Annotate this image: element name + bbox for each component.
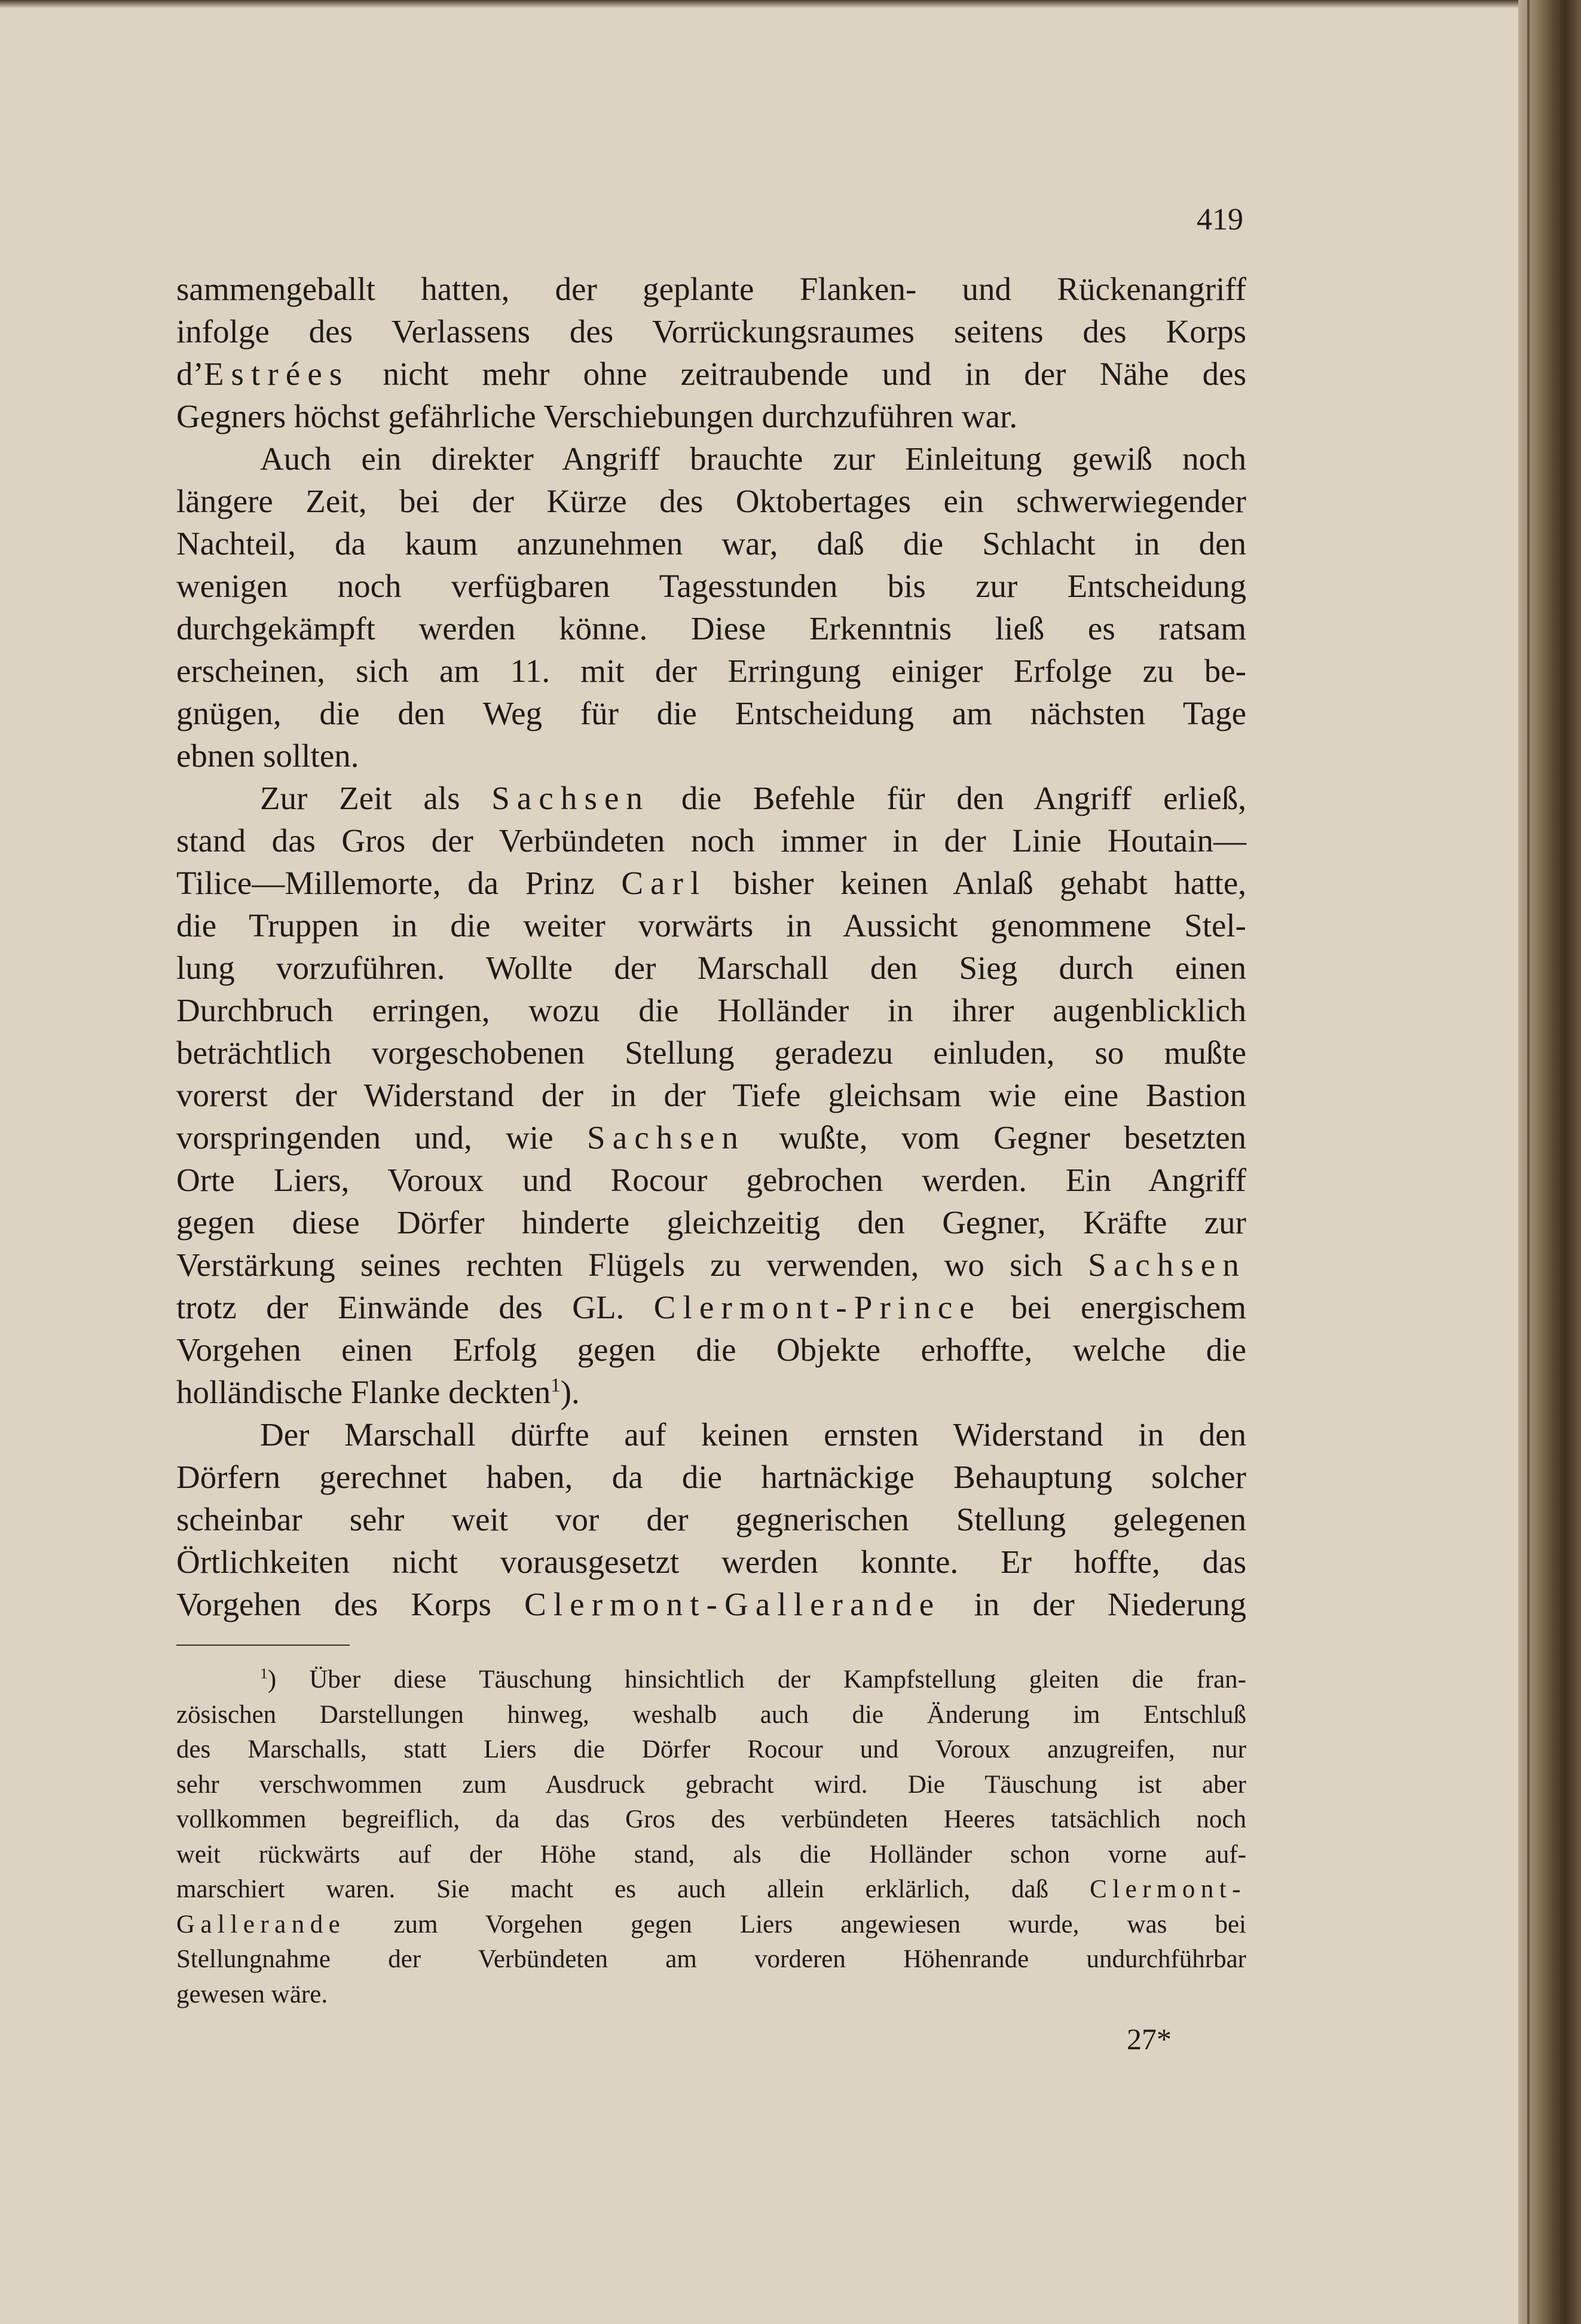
footnote-line: marschiert waren. Sie macht es auch allein erklärlich, daß Clermont- <box>176 1875 1246 1903</box>
body-line: infolge des Verlassens des Vorrückungsraumes seitens des Korps <box>176 313 1246 350</box>
body-line: wenigen noch verfügbaren Tagesstunden bis zur Entscheidung <box>176 568 1246 604</box>
spaced-name: Gallerande <box>176 1910 346 1939</box>
body-line: stand das Gros der Verbündeten noch immer in der Linie Houtain— <box>176 822 1246 859</box>
footnote-line: $^1$) Über diese Täuschung hinsichtlich der Kampfstellung gleiten die fran- <box>260 1664 1246 1694</box>
spaced-name: Sachsen <box>491 780 650 816</box>
body-line: d’Estrées nicht mehr ohne zeitraubende und in der Nähe des <box>176 356 1246 392</box>
main-text <box>176 268 1246 1625</box>
body-line: Auch ein direkter Angriff brauchte zur Einleitung gewiß noch <box>260 440 1246 477</box>
body-line: Nachteil, da kaum anzunehmen war, daß die Schlacht in den <box>176 525 1246 562</box>
spaced-name: Estrées <box>203 356 350 392</box>
body-line: Dörfern gerechnet haben, da die hartnäckige Behauptung solcher <box>176 1459 1246 1495</box>
footnote-line: sehr verschwommen zum Ausdruck gebracht wird. Die Täuschung ist aber <box>176 1770 1246 1799</box>
body-line: Gegners höchst gefährliche Verschiebungen durchzuführen war. <box>176 398 1018 434</box>
page-number: 419 <box>1197 203 1243 237</box>
body-line: Vorgehen einen Erfolg gegen die Objekte erhoffte, welche die <box>176 1331 1246 1368</box>
body-line: erscheinen, sich am 11. mit der Erringung einiger Erfolge zu be- <box>176 653 1246 689</box>
spaced-name: Sachsen <box>587 1119 745 1156</box>
body-line: durchgekämpft werden könne. Diese Erkenntnis ließ es ratsam <box>176 610 1246 647</box>
body-line: ebnen sollten. <box>176 737 359 774</box>
footnote-line: Stellungnahme der Verbündeten am vorderen Höhenrande undurchführbar <box>176 1945 1246 1973</box>
body-line: Zur Zeit als Sachsen die Befehle für den Angriff erließ, <box>260 780 1246 816</box>
body-line: Örtlichkeiten nicht vorausgesetzt werden konnte. Er hoffte, das <box>176 1544 1246 1580</box>
footnote-line: zösischen Darstellungen hinweg, weshalb auch die Änderung im Entschluß <box>176 1700 1246 1729</box>
body-line: scheinbar sehr weit vor der gegnerischen Stellung gelegenen <box>176 1501 1246 1538</box>
footnote-rule <box>176 1645 350 1646</box>
body-line: vorspringenden und, wie Sachsen wußte, vom Gegner besetzten <box>176 1119 1246 1156</box>
body-line: Verstärkung seines rechten Flügels zu verwenden, wo sich Sachsen <box>176 1247 1246 1283</box>
body-line: vorerst der Widerstand der in der Tiefe gleichsam wie eine Bastion <box>176 1077 1246 1113</box>
footnote-line: weit rückwärts auf der Höhe stand, als die Holländer schon vorne auf- <box>176 1840 1246 1869</box>
body-line: längere Zeit, bei der Kürze des Oktobertages ein schwerwiegender <box>176 483 1246 519</box>
spaced-name: Carl <box>621 865 707 901</box>
footnote-marker: 1 <box>260 1664 268 1682</box>
body-line: holländische Flanke deckten$^1$). <box>176 1374 580 1410</box>
spaced-name: Clermont-Prince <box>653 1289 981 1325</box>
footnote <box>176 1662 1246 2012</box>
page-top-edge <box>0 0 1581 8</box>
footnote-line: Gallerande zum Vorgehen gegen Liers angewiesen wurde, was bei <box>176 1910 1246 1939</box>
spine-shadow-line <box>1527 0 1530 2324</box>
body-line: trotz der Einwände des GL. Clermont-Prince bei energischem <box>176 1289 1246 1325</box>
body-line: beträchtlich vorgeschobenen Stellung geradezu einluden, so mußte <box>176 1034 1246 1071</box>
body-line: gnügen, die den Weg für die Entscheidung am nächsten Tage <box>176 695 1246 731</box>
printer-signature: 27* <box>1127 2022 1172 2056</box>
spaced-name: Clermont-Gallerande <box>524 1586 941 1622</box>
body-line: die Truppen in die weiter vorwärts in Aussicht genommene Stel- <box>176 907 1246 944</box>
body-line: Durchbruch erringen, wozu die Holländer in ihrer augenblicklich <box>176 992 1246 1028</box>
body-line: gegen diese Dörfer hinderte gleichzeitig den Gegner, Kräfte zur <box>176 1204 1246 1241</box>
footnote-line: des Marschalls, statt Liers die Dörfer Rocour und Voroux anzugreifen, nur <box>176 1735 1246 1763</box>
body-line: Tilice—Millemorte, da Prinz Carl bisher keinen Anlaß gehabt hatte, <box>176 865 1246 901</box>
body-line: Orte Liers, Voroux und Rocour gebrochen werden. Ein Angriff <box>176 1162 1246 1198</box>
body-line: sammengeballt hatten, der geplante Flanken- und Rückenangriff <box>176 271 1246 307</box>
footnote-line: vollkommen begreiflich, da das Gros des verbündeten Heeres tatsächlich noch <box>176 1805 1246 1833</box>
body-line: Der Marschall dürfte auf keinen ernsten Widerstand in den <box>260 1416 1246 1453</box>
body-line: Vorgehen des Korps Clermont-Gallerande in der Niederung <box>176 1586 1246 1622</box>
footnote-line: gewesen wäre. <box>176 1980 328 2008</box>
footnote-reference: 1 <box>551 1374 561 1397</box>
body-line: lung vorzuführen. Wollte der Marschall den Sieg durch einen <box>176 950 1246 986</box>
spaced-name: Sachsen <box>1088 1247 1246 1283</box>
spaced-name: Clermont- <box>1090 1875 1246 1903</box>
